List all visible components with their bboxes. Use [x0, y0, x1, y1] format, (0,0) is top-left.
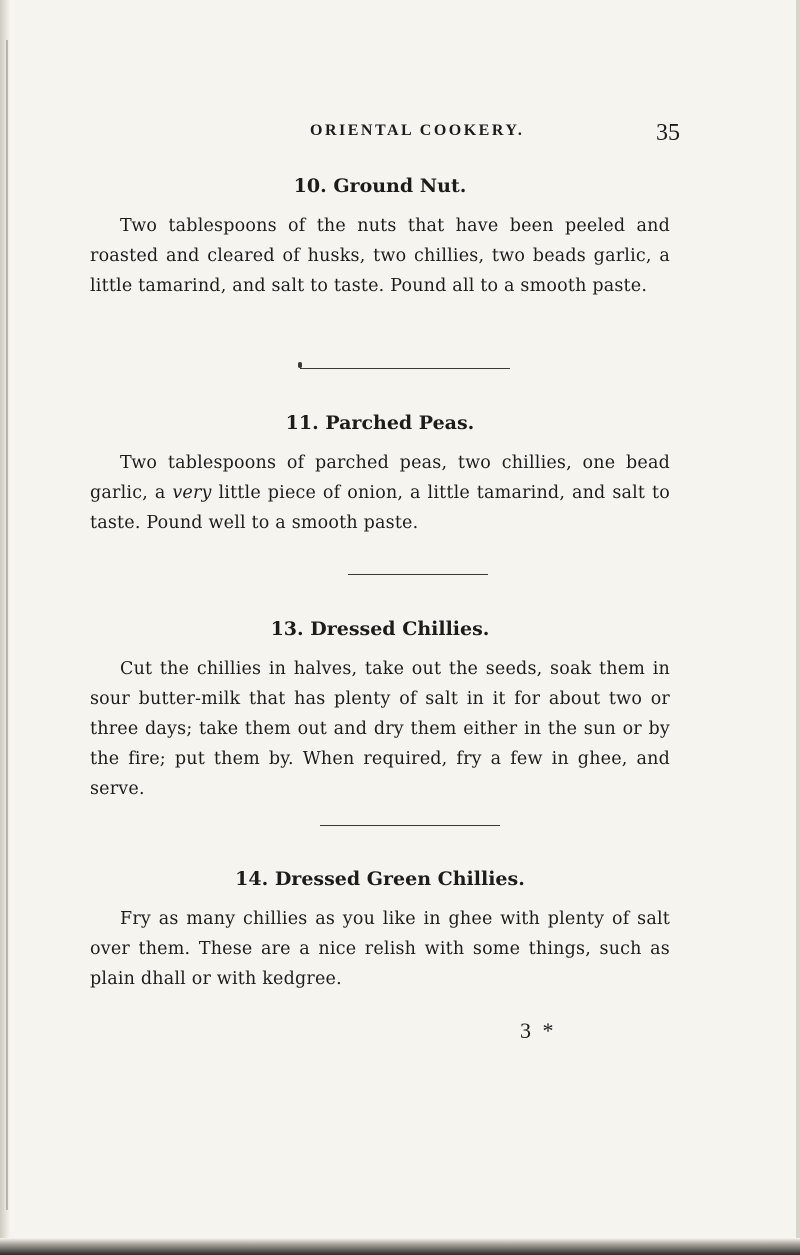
recipe-text — [90, 448, 670, 538]
recipe-heading: 11. Parched Peas. — [285, 412, 475, 434]
signature-mark: 3 * — [520, 1018, 557, 1043]
recipe-parched-peas — [90, 412, 670, 538]
page-right-edge — [796, 0, 800, 1255]
recipe-text: Fry as many chillies as you like in ghee with plenty of salt over them. These are a nice relish with some things, such as plain dhall or with kedgree. — [90, 909, 670, 989]
binding-line — [6, 40, 8, 1210]
binding-edge — [0, 0, 10, 1255]
recipe-dressed-chillies — [90, 618, 670, 804]
section-divider — [300, 368, 510, 369]
recipe-heading: 14. Dressed Green Chillies. — [235, 868, 525, 890]
recipe-heading: 13. Dressed Chillies. — [270, 618, 490, 640]
running-head — [200, 122, 680, 152]
recipe-ground-nut — [90, 175, 670, 301]
running-title: ORIENTAL COOKERY. — [310, 122, 525, 139]
recipe-text-part: Two tablespoons of parched peas, two chillies, one bead garlic, a — [90, 453, 670, 503]
recipe-text-emphasis: very — [172, 483, 212, 503]
page-number: 35 — [656, 120, 680, 146]
recipe-text-part: little piece of onion, a little tamarind, and salt to taste. Pound well to a smooth paste. — [90, 483, 670, 533]
recipe-dressed-green-chillies — [90, 868, 670, 994]
recipe-text: Cut the chillies in halves, take out the seeds, soak them in sour butter-milk that has plenty of salt in it for about two or three days; take them out and dry them either in the sun or by the fire; put them by. When required, fry a few in ghee, and serve. — [90, 659, 670, 799]
section-divider — [348, 574, 488, 575]
page-bottom-edge — [0, 1238, 800, 1255]
section-divider — [320, 825, 500, 826]
recipe-heading: 10. Ground Nut. — [293, 175, 467, 197]
recipe-text: Two tablespoons of the nuts that have been peeled and roasted and cleared of husks, two chillies, two beads garlic, a little tamarind, and salt to taste. Pound all to a smooth paste. — [90, 216, 670, 296]
